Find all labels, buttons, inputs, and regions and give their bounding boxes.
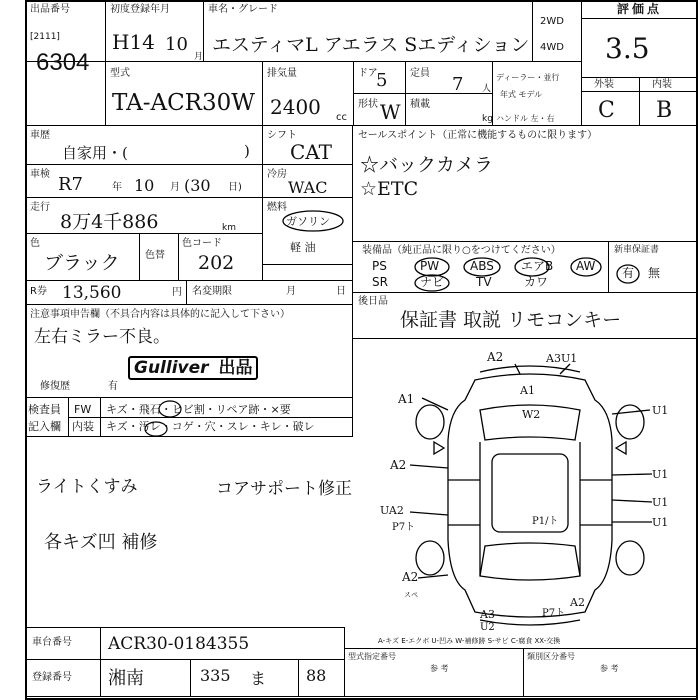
fuel-gasoline: ガソリン (286, 215, 330, 228)
reg-area: 湘南 (108, 668, 144, 689)
gulliver-logo: Gulliver (134, 358, 209, 378)
notes-label: 注意事項申告欄（不具合内容は具体的に記入して下さい） (30, 309, 290, 320)
airbag-circle (515, 258, 549, 276)
rating-value: 3.5 (605, 32, 650, 65)
reg-cell (25, 659, 345, 697)
class-label: 類別区分番号 (527, 652, 575, 661)
equipment-label: 装備品（純正品に限り○をつけてください） (362, 245, 561, 256)
displacement-cc: cc (336, 112, 347, 123)
mark-bottom-a3: A3 (480, 608, 495, 621)
equip-pw: PW (420, 259, 440, 273)
displacement-label: 排気量 (267, 68, 297, 79)
model-value: TA-ACR30W (112, 90, 255, 116)
r-ticket-value: 13,560 (62, 283, 122, 303)
inspection-y: 年 (112, 182, 122, 193)
drive-4wd: 4WD (540, 42, 564, 53)
chassis-value: ACR30-0184355 (108, 634, 250, 654)
sales-label: セールスポイント（正常に機能するものに限ります） (358, 130, 598, 141)
handle-label: ハンドル 左・右 (496, 114, 555, 123)
mark-right-u1b: U1 (652, 468, 669, 481)
gulliver-shuppin: 出品 (218, 358, 253, 378)
mark-bottom-p7: P7ト (542, 608, 566, 619)
equip-leather: カワ (524, 275, 549, 289)
equip-sr: SR (372, 275, 388, 289)
mark-left-a2: A2 (390, 458, 407, 472)
inspector-label-1: 検査員 (28, 403, 61, 416)
first-reg-year: H14 (112, 30, 155, 54)
inspection-m: 月 (170, 182, 180, 193)
remark-light: ライトくすみ (36, 477, 138, 497)
mark-left-a2b: A2 (402, 570, 419, 584)
class-ref: 参 考 (600, 664, 619, 673)
fuel-diesel: 軽 油 (290, 241, 316, 254)
mark-center-p: P1/ト (532, 516, 559, 527)
equip-navi: ナビ (420, 275, 445, 289)
remark-repair: 各キズ凹 補修 (44, 532, 158, 553)
shape-label: 形状 (358, 99, 378, 110)
doors-value: 5 (376, 70, 388, 91)
shift-value: CAT (290, 140, 332, 164)
inspection-month: 10 (134, 176, 155, 195)
car-grade-label: 車名・グレード (208, 4, 278, 15)
color-value: ブラック (44, 252, 120, 274)
notes-value: 左右ミラー不良。 (34, 327, 170, 347)
rating-label: 評価点 (617, 2, 663, 16)
fuel-gasoline-circle (280, 208, 346, 234)
exterior-label: 外装 (594, 79, 614, 90)
sales-point-2: ☆ETC (360, 178, 419, 200)
pw-circle (415, 258, 449, 276)
inspection-day: (30 (184, 176, 211, 195)
usage-label: 車歴 (30, 130, 50, 141)
mark-left-ua2: UA2 (380, 504, 404, 517)
first-reg-month-unit: 月 (194, 52, 204, 62)
accessories-label: 後日品 (358, 296, 388, 307)
color-label: 色 (30, 238, 40, 249)
interior-label: 内装 (652, 79, 672, 90)
drive-2wd: 2WD (540, 16, 564, 27)
mark-top-a2: A2 (487, 350, 504, 364)
inspection-label: 車検 (30, 169, 50, 180)
wheel-front-right (616, 405, 644, 439)
lot-label: 出品番号 (30, 4, 70, 15)
mark-left-p7: P7ト (392, 522, 416, 533)
shift-label: シフト (267, 130, 297, 141)
ac-value: WAC (288, 178, 328, 197)
interior-options: キズ・汚レ・コゲ・穴・スレ・キレ・破レ (106, 420, 315, 433)
repair-value: 有 (108, 381, 118, 392)
warranty-has: 有 (622, 266, 635, 280)
stain-circle (145, 422, 167, 436)
r-ticket-unit: 円 (172, 287, 182, 298)
usage-close: ) (244, 142, 250, 160)
equipment-circles (352, 241, 698, 293)
fuel-label: 燃料 (267, 202, 287, 213)
inspector-label-2: 記入欄 (28, 420, 61, 433)
gulliver-stamp (128, 356, 258, 380)
inspection-year: R7 (58, 174, 84, 195)
mark-bottom-u2: U2 (480, 622, 495, 633)
navi-circle (415, 275, 449, 291)
warranty-none: 無 (648, 266, 661, 280)
mark-right-u1a: U1 (652, 404, 669, 417)
remark-core-support: コアサポート修正 (216, 479, 352, 499)
accessories-value: 保証書 取説 リモコンキー (400, 309, 622, 331)
name-change-label: 名変期限 (192, 286, 232, 297)
mileage-label: 走行 (30, 202, 50, 213)
equip-ps: PS (372, 259, 387, 273)
mileage-value: 8万4千886 (60, 211, 159, 233)
mark-top-a3u1: A3U1 (546, 352, 578, 365)
r-ticket-label: R券 (30, 286, 47, 297)
shape-value: W (380, 100, 401, 124)
name-change-d: 日 (336, 286, 346, 297)
capacity-value: 7 (452, 74, 464, 95)
cert-ref: 参 考 (430, 664, 449, 673)
mark-roof-w2: W2 (522, 408, 541, 421)
color-code-label: 色コード (182, 238, 222, 249)
model-label: 型式 (110, 68, 130, 79)
doors-label: ドア (358, 68, 378, 79)
repair-label: 修復歴 (40, 381, 70, 392)
name-change-m: 月 (286, 286, 296, 297)
first-reg-label: 初度登録年月 (110, 4, 170, 15)
mark-bottom-a2: A2 (570, 596, 585, 609)
interior-grade: B (656, 98, 673, 123)
sales-point-1: ☆バックカメラ (360, 154, 494, 176)
color-swap-label: 色替 (145, 250, 165, 261)
first-reg-month: 10 (165, 34, 188, 55)
reg-label: 登録番号 (32, 672, 72, 683)
chip-circle (159, 401, 181, 417)
new-warranty-label: 新車保証書 (614, 245, 660, 255)
abs-circle (464, 258, 500, 276)
mark-roof-a1: A1 (520, 384, 535, 397)
usage-value: 自家用・( (62, 144, 128, 162)
dealer-label: ディーラー・並行 (496, 73, 560, 82)
inspector-circles (100, 397, 353, 437)
reg-kana: ま (250, 669, 267, 688)
wheel-rear-right (616, 541, 644, 575)
fw-options: キズ・飛石・ヒビ割・リペア跡・×要 (106, 403, 291, 416)
mark-right-u1c: U1 (652, 496, 669, 509)
chassis-label: 車台番号 (32, 637, 72, 648)
car-diagram (380, 350, 698, 632)
car-name: エスティマL アエラス Sエディション (212, 34, 530, 56)
capacity-label: 定員 (410, 68, 430, 79)
model-year-label: 年式 モデル (500, 90, 543, 99)
ac-label: 冷房 (267, 169, 287, 180)
reg-class: 335 (200, 666, 231, 685)
cert-label: 型式指定番号 (348, 652, 396, 661)
inspection-d: 日) (228, 182, 242, 193)
reg-number: 88 (306, 666, 327, 685)
mileage-unit: km (222, 223, 236, 233)
equip-abs: ABS (470, 259, 494, 273)
fw-tag: FW (74, 403, 92, 416)
usage-cell (25, 125, 263, 165)
equip-aw: AW (576, 259, 596, 273)
mark-left-a1: A1 (398, 392, 415, 406)
lot-code: [2111] (30, 32, 60, 42)
mark-right-u1d: U1 (652, 516, 669, 529)
equip-airbag: エアB (521, 259, 554, 273)
load-unit: kg (482, 114, 493, 124)
lot-number: 6304 (36, 49, 90, 76)
wheel-rear-left (416, 541, 444, 575)
displacement-value: 2400 (270, 95, 321, 119)
warranty-circle (617, 265, 639, 283)
exterior-grade: C (598, 98, 615, 123)
aw-circle (571, 258, 601, 276)
wheel-front-left (416, 405, 444, 439)
capacity-unit: 人 (482, 84, 492, 94)
color-code-value: 202 (198, 252, 235, 274)
interior-tag: 内装 (72, 420, 94, 433)
equip-tv: TV (476, 275, 492, 289)
diagram-legend: A-キズ E-エクボ U-凹み W-補修跡 S-サビ C-腐食 XX-交換 (378, 637, 561, 645)
mark-left-spare: スペ (404, 591, 418, 599)
load-label: 積載 (410, 99, 430, 110)
